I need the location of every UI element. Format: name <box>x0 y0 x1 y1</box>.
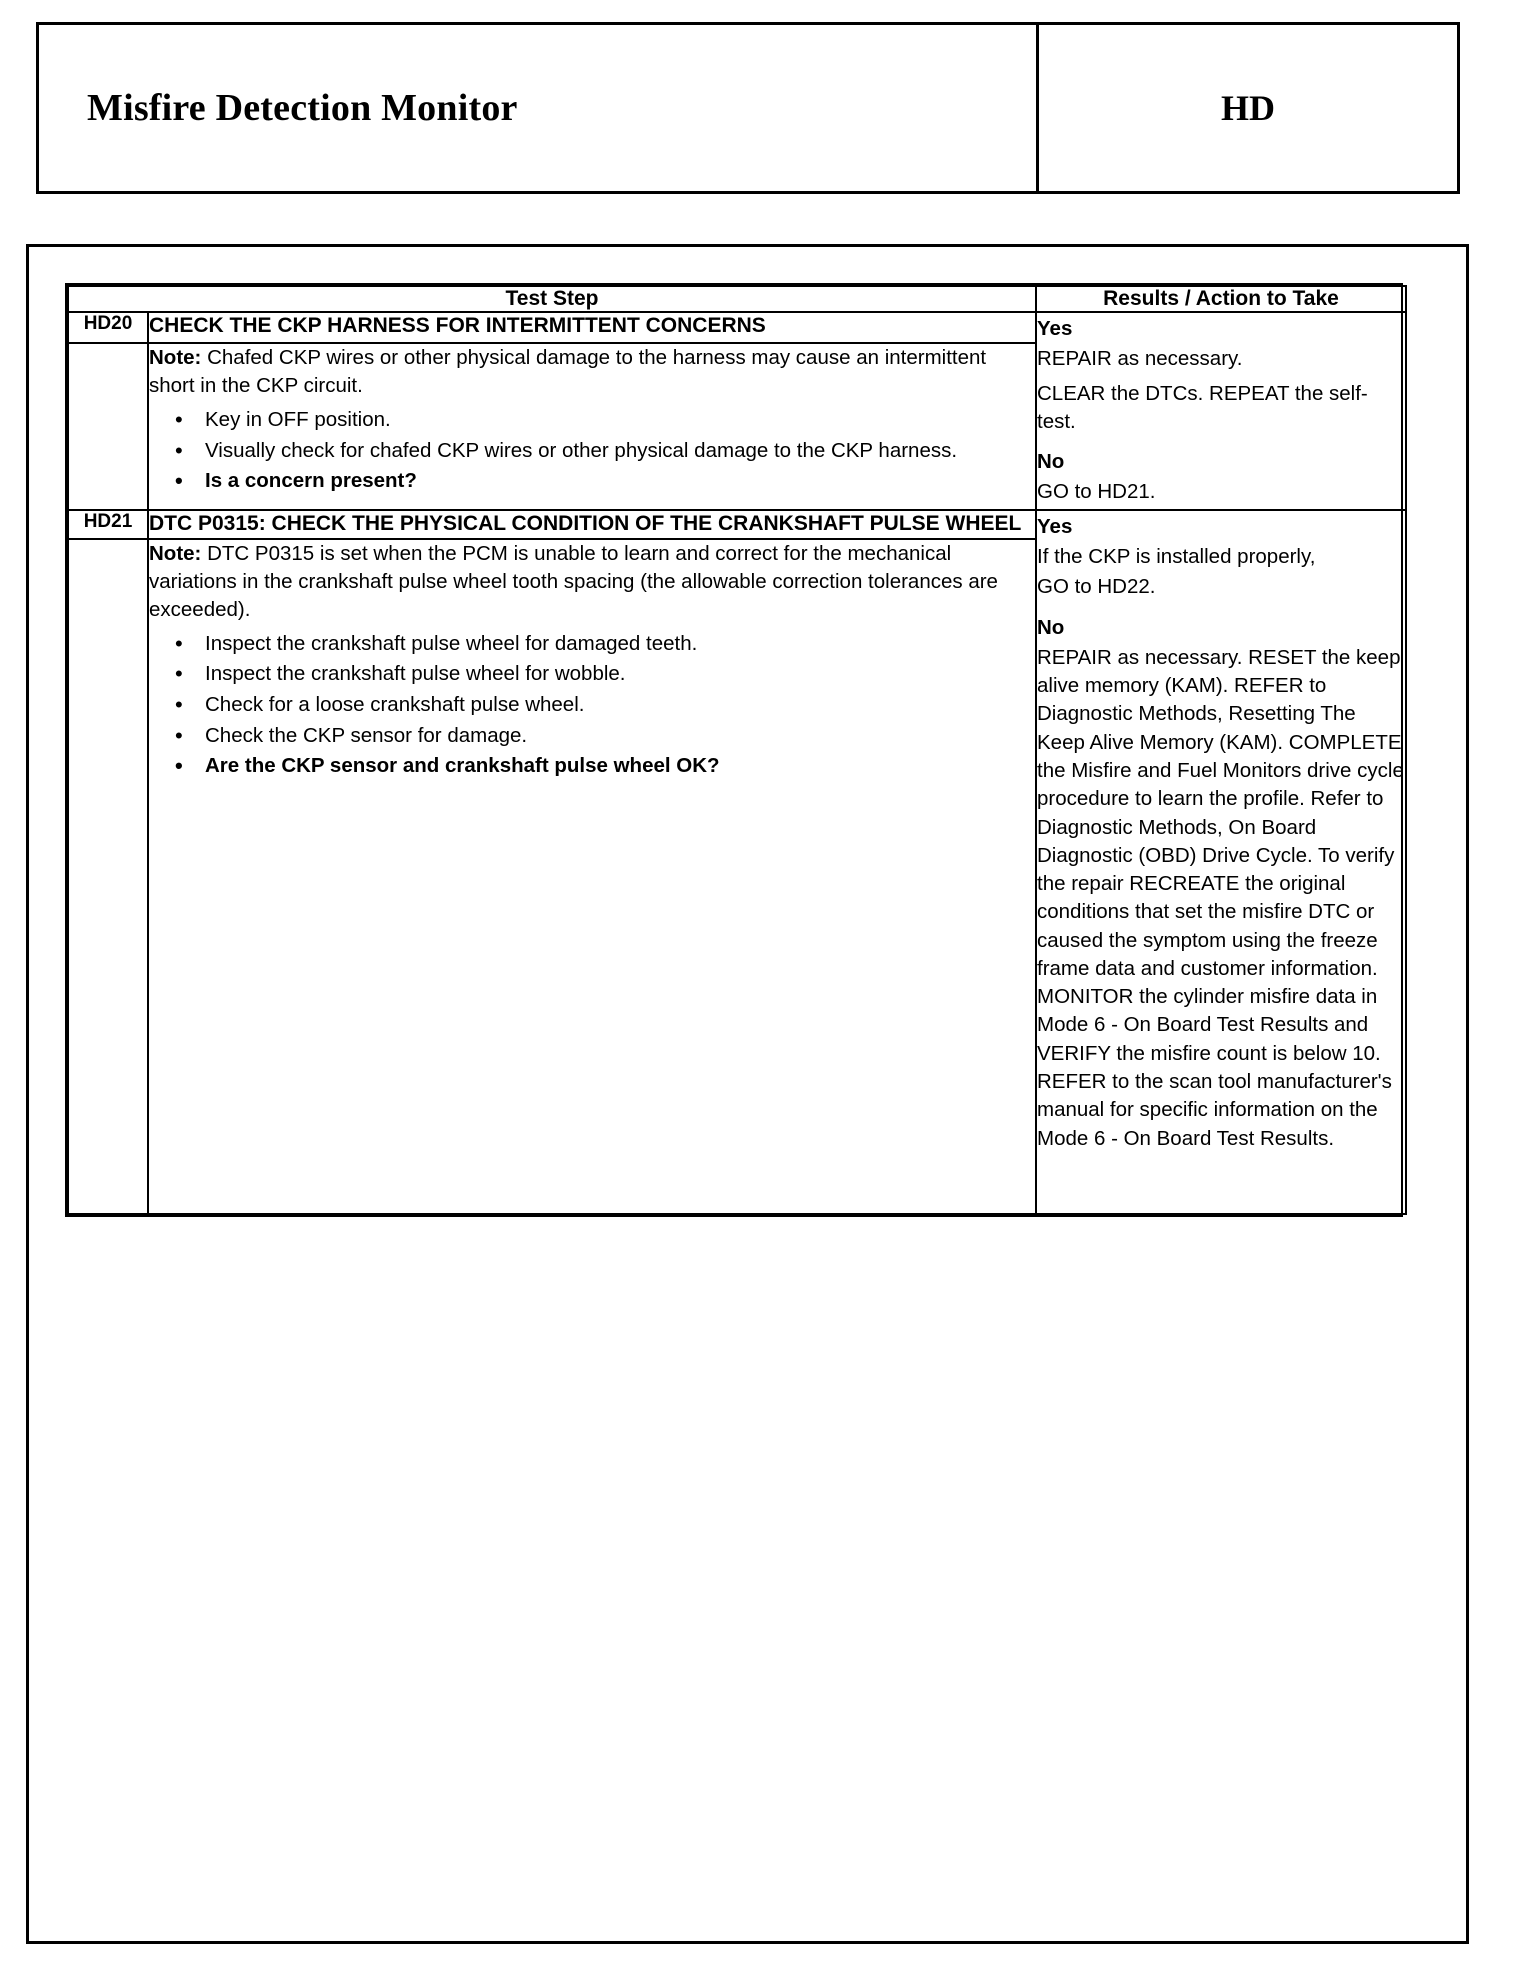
note-text: Chafed CKP wires or other physical damage to the harness may cause an intermittent short in the CKP circuit. <box>149 345 987 397</box>
diagnostic-table <box>67 285 1407 1215</box>
results-cell <box>1036 312 1406 510</box>
step-id-spacer <box>68 539 148 1215</box>
step-id-spacer <box>68 343 148 510</box>
cell-spacer <box>149 783 1035 1213</box>
list-item: • Inspect the crankshaft pulse wheel for damaged teeth. <box>149 630 1035 658</box>
list-item: • Is a concern present? <box>149 467 1035 495</box>
content-frame <box>26 244 1469 1944</box>
result-yes-line: If the CKP is installed properly, <box>1037 544 1316 568</box>
step-note <box>149 540 1035 624</box>
result-no-line: GO to HD21. <box>1037 480 1156 504</box>
column-header-results: Results / Action to Take <box>1036 286 1406 312</box>
list-item: • Key in OFF position. <box>149 406 1035 434</box>
note-label: Note: <box>149 345 202 369</box>
results-cell <box>1036 510 1406 1214</box>
section-code: HD <box>1221 88 1275 128</box>
header-code-cell <box>1036 25 1457 191</box>
list-item: • Check the CKP sensor for damage. <box>149 722 1035 750</box>
step-id: HD21 <box>68 510 148 539</box>
result-yes-label: Yes <box>1037 514 1073 538</box>
step-bullet-list <box>149 406 1035 495</box>
result-yes-line: REPAIR as necessary. <box>1037 347 1243 371</box>
result-yes-label: Yes <box>1037 317 1073 340</box>
step-detail <box>148 539 1036 1215</box>
table-header-row <box>68 286 1406 312</box>
table-row <box>68 312 1406 343</box>
result-yes-line: CLEAR the DTCs. REPEAT the self-test. <box>1037 381 1368 433</box>
header-title-cell <box>39 25 1036 191</box>
page-header <box>36 22 1460 194</box>
result-no-label: No <box>1037 615 1065 639</box>
note-label: Note: <box>149 541 202 565</box>
list-item: • Visually check for chafed CKP wires or other physical damage to the CKP harness. <box>149 437 1035 465</box>
list-item: • Inspect the crankshaft pulse wheel for wobble. <box>149 660 1035 688</box>
step-heading: CHECK THE CKP HARNESS FOR INTERMITTENT CONCERNS <box>148 312 1036 343</box>
result-no-label: No <box>1037 450 1065 474</box>
page-title: Misfire Detection Monitor <box>87 87 518 129</box>
step-note <box>149 344 1035 400</box>
step-id: HD20 <box>68 312 148 343</box>
table-row <box>68 510 1406 539</box>
step-bullet-list <box>149 630 1035 780</box>
result-no-line: REPAIR as necessary. RESET the keep alive memory (KAM). REFER to Diagnostic Methods, Resetting The Keep Alive Memory (KAM). COMPLETE the Misfire and Fuel Monitors drive cycle procedure to learn the profile. Refer to Diagnostic Methods, On Board Diagnostic (OBD) Drive Cycle. To verify the repair RECREATE the original conditions that set the misfire DTC or caused the symptom using the freeze frame data and customer information. MONITOR the cylinder misfire data in Mode 6 - On Board Test Results and VERIFY the misfire count is below 10. REFER to the scan tool manufacturer's manual for specific information on the Mode 6 - On Board Test Results. <box>1037 645 1404 1150</box>
result-yes-line: GO to HD22. <box>1037 575 1156 599</box>
list-item: • Are the CKP sensor and crankshaft pulse wheel OK? <box>149 752 1035 780</box>
note-text: DTC P0315 is set when the PCM is unable to learn and correct for the mechanical variations in the crankshaft pulse wheel tooth spacing (the allowable correction tolerances are exceeded). <box>149 541 998 621</box>
column-header-test-step: Test Step <box>68 286 1036 312</box>
list-item: • Check for a loose crankshaft pulse wheel. <box>149 691 1035 719</box>
step-heading: DTC P0315: CHECK THE PHYSICAL CONDITION OF THE CRANKSHAFT PULSE WHEEL <box>148 510 1036 539</box>
diagnostic-table-wrapper <box>65 283 1403 1217</box>
step-detail <box>148 343 1036 510</box>
